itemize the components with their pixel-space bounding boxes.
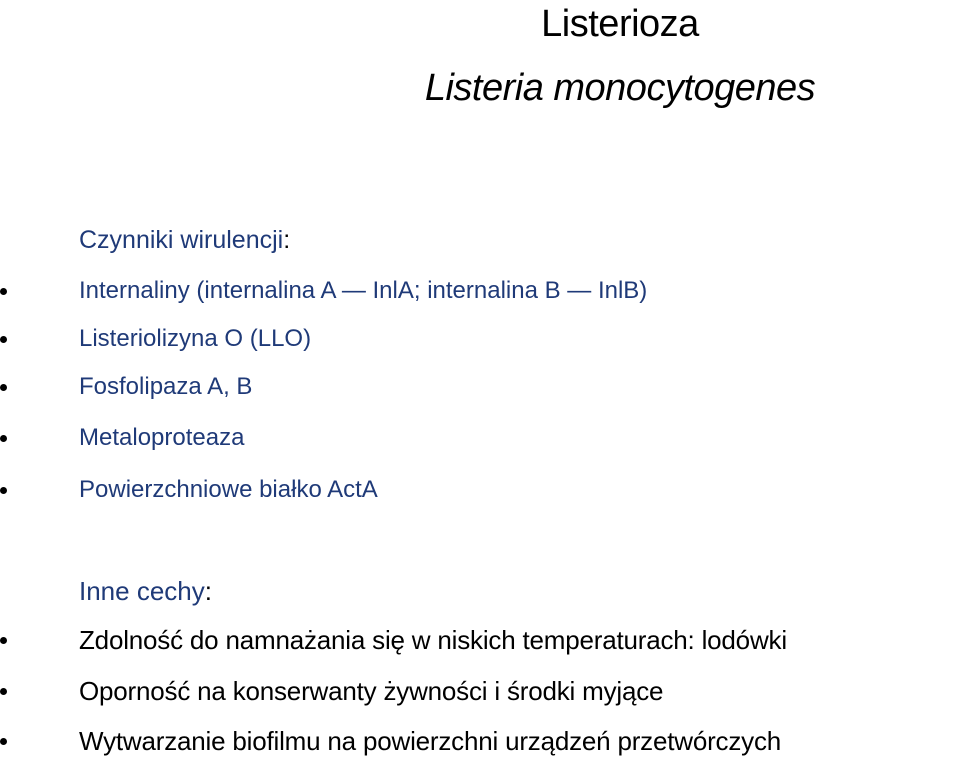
bullet-icon (0, 384, 7, 391)
list-item (0, 725, 960, 757)
list-item (0, 275, 960, 307)
list-item (0, 323, 960, 355)
bullet-icon (0, 688, 7, 695)
list-item-text: Powierzchniowe białko ActA (79, 476, 378, 503)
bullet-icon (0, 288, 7, 295)
list-item (0, 422, 960, 454)
bullet-icon (0, 637, 7, 644)
list-item (0, 474, 960, 506)
list-item (0, 371, 960, 403)
list-item-text: Zdolność do namnażania się w niskich temperaturach: lodówki (79, 625, 787, 655)
list-item-text: Wytwarzanie biofilmu na powierzchni urządzeń przetwórczych (79, 726, 782, 756)
page-subtitle: Listeria monocytogenes (424, 67, 816, 109)
bullet-icon (0, 435, 7, 442)
list-item-text: Listeriolizyna O (LLO) (79, 325, 312, 352)
list-item-text: Oporność na konserwanty żywności i środki myjące (79, 676, 664, 706)
other-traits-heading-colon: : (204, 576, 212, 606)
virulence-heading-label: Czynniki wirulencji (79, 226, 284, 254)
bullet-icon (0, 336, 7, 343)
bullet-icon (0, 738, 7, 745)
list-item-text: Internaliny (internalina A — InlA; internalina B — InlB) (79, 277, 648, 304)
list-item-text: Metaloproteaza (79, 424, 245, 451)
page-title: Listerioza (541, 3, 699, 45)
list-item (0, 624, 960, 656)
virulence-heading-colon: : (283, 226, 291, 254)
bullet-icon (0, 487, 7, 494)
other-traits-heading-label: Inne cechy (79, 576, 205, 606)
other-traits-heading (79, 576, 212, 606)
title-block (360, 0, 880, 110)
list-item-text: Fosfolipaza A, B (79, 373, 253, 400)
virulence-heading (79, 225, 290, 255)
list-item (0, 675, 960, 707)
